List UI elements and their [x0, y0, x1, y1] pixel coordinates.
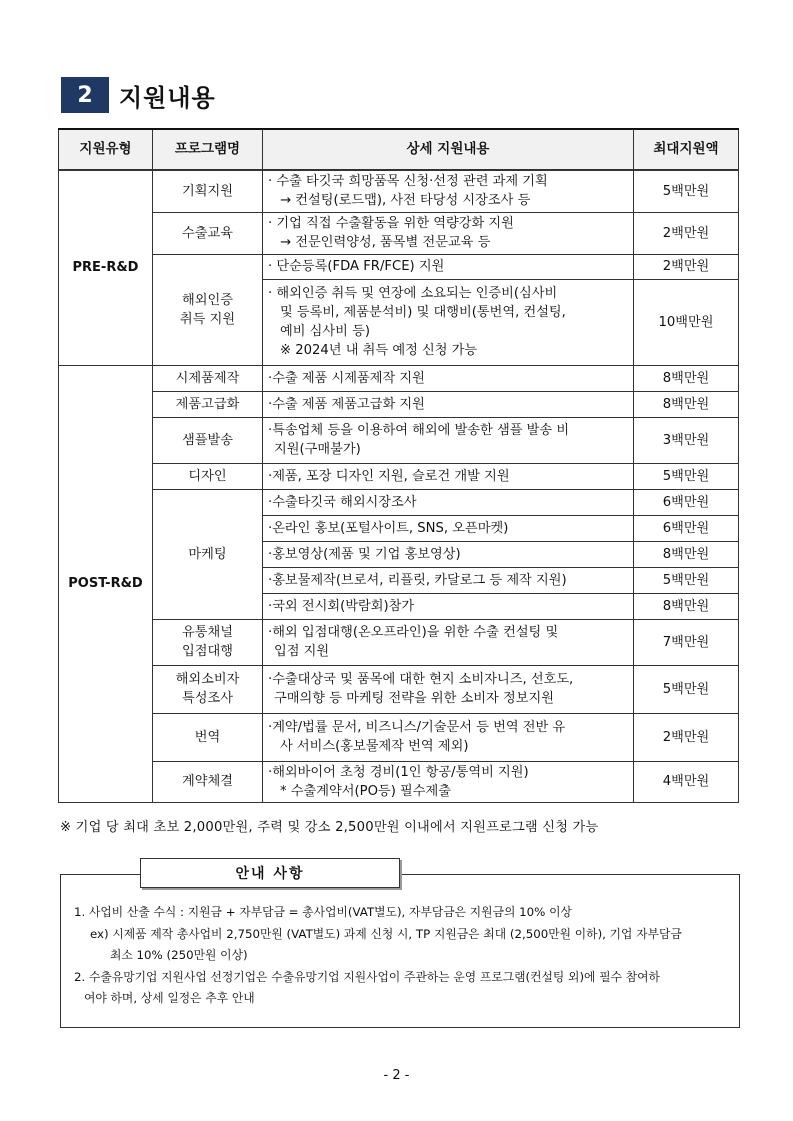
- notice-content: [74, 902, 734, 1010]
- support-table: [58, 128, 739, 803]
- section-number: 2: [61, 77, 109, 113]
- detail-cell: · 수출 타깃국 희망품목 신청·선정 관련 과제 기획 → 컨설팅(로드맵), 사전 타당성 시장조사 등: [263, 170, 634, 212]
- amount-cell: 3백만원: [634, 417, 739, 463]
- amount-cell: 8백만원: [634, 365, 739, 391]
- program-cell: 샘플발송: [153, 417, 263, 463]
- amount-cell: 5백만원: [634, 170, 739, 212]
- footnote: ※ 기업 당 최대 초보 2,000만원, 주력 및 강소 2,500만원 이내에서 지원프로그램 신청 가능: [60, 820, 599, 835]
- program-cell: 기획지원: [153, 170, 263, 212]
- program-cell: 마케팅: [153, 489, 263, 619]
- amount-cell: 6백만원: [634, 515, 739, 541]
- program-cell: 디자인: [153, 463, 263, 489]
- amount-cell: 8백만원: [634, 541, 739, 567]
- table-row: [59, 254, 739, 279]
- table-row: [59, 417, 739, 463]
- table-header-row: [59, 129, 739, 170]
- page-number: - 2 -: [383, 1068, 410, 1083]
- amount-cell: 10백만원: [634, 279, 739, 365]
- program-cell: 수출교육: [153, 212, 263, 254]
- notice-line: 1. 사업비 산출 수식 : 지원금 + 자부담금 = 총사업비(VAT별도), 자부담금은 지원금의 10% 이상: [74, 905, 572, 919]
- detail-cell: ·제품, 포장 디자인 지원, 슬로건 개발 지원: [263, 463, 634, 489]
- amount-cell: 5백만원: [634, 567, 739, 593]
- amount-cell: 6백만원: [634, 489, 739, 515]
- notice-line: 2. 수출유망기업 지원사업 선정기업은 수출유망기업 지원사업이 주관하는 운영 프로그램(컨설팅 외)에 필수 참여하: [74, 969, 660, 984]
- program-cell: 시제품제작: [153, 365, 263, 391]
- table-row: [59, 761, 739, 802]
- detail-cell: ·수출대상국 및 품목에 대한 현지 소비자니즈, 선호도, 구매의향 등 마케팅 전략을 위한 소비자 정보지원: [263, 665, 634, 713]
- detail-cell: ·수출 제품 시제품제작 지원: [263, 365, 634, 391]
- detail-cell: ·홍보물제작(브로셔, 리플릿, 카달로그 등 제작 지원): [263, 567, 634, 593]
- detail-cell: ·수출타깃국 해외시장조사: [263, 489, 634, 515]
- table-row: [59, 665, 739, 713]
- amount-cell: 5백만원: [634, 463, 739, 489]
- table-row: [59, 619, 739, 665]
- notice-line: 최소 10% (250만원 이상): [110, 948, 248, 962]
- section-heading: [61, 77, 216, 113]
- table-row: [59, 463, 739, 489]
- table-row: [59, 365, 739, 391]
- amount-cell: 2백만원: [634, 212, 739, 254]
- detail-cell: ·해외바이어 초청 경비(1인 항공/통역비 지원) * 수출계약서(PO등) 필수제출: [263, 761, 634, 802]
- detail-cell: · 기업 직접 수출활동을 위한 역량강화 지원 → 전문인력양성, 품목별 전문교육 등: [263, 212, 634, 254]
- detail-cell: ·수출 제품 제품고급화 지원: [263, 391, 634, 417]
- notice-line: ex) 시제품 제작 총사업비 2,750만원 (VAT별도) 과제 신청 시, TP 지원금은 최대 (2,500만원 이하), 기업 자부담금: [90, 926, 682, 941]
- detail-cell: ·해외 입점대행(온오프라인)을 위한 수출 컨설팅 및 입점 지원: [263, 619, 634, 665]
- header-amount: 최대지원액: [634, 129, 739, 170]
- amount-cell: 2백만원: [634, 254, 739, 279]
- notice-line: 여야 하며, 상세 일정은 추후 안내: [84, 991, 255, 1005]
- table-row: [59, 713, 739, 761]
- table-row: [59, 489, 739, 515]
- amount-cell: 8백만원: [634, 593, 739, 619]
- program-cell: 유통채널 입점대행: [153, 619, 263, 665]
- detail-cell: ·국외 전시회(박람회)참가: [263, 593, 634, 619]
- amount-cell: 5백만원: [634, 665, 739, 713]
- notice-title: 안내 사항: [140, 858, 400, 888]
- detail-cell: ·계약/법률 문서, 비즈니스/기술문서 등 번역 전반 유 사 서비스(홍보물제작 번역 제외): [263, 713, 634, 761]
- program-cell: 해외소비자 특성조사: [153, 665, 263, 713]
- detail-cell: ·특송업체 등을 이용하여 해외에 발송한 샘플 발송 비 지원(구매불가): [263, 417, 634, 463]
- program-cell: 해외인증 취득 지원: [153, 254, 263, 365]
- header-type: 지원유형: [59, 129, 153, 170]
- table-row: [59, 391, 739, 417]
- type-post-rd: POST-R&D: [59, 365, 153, 802]
- type-pre-rd: PRE-R&D: [59, 170, 153, 365]
- program-cell: 제품고급화: [153, 391, 263, 417]
- header-detail: 상세 지원내용: [263, 129, 634, 170]
- amount-cell: 8백만원: [634, 391, 739, 417]
- table-row: [59, 170, 739, 212]
- detail-cell: ·홍보영상(제품 및 기업 홍보영상): [263, 541, 634, 567]
- amount-cell: 2백만원: [634, 713, 739, 761]
- program-cell: 계약체결: [153, 761, 263, 802]
- table-row: [59, 212, 739, 254]
- detail-cell: · 해외인증 취득 및 연장에 소요되는 인증비(심사비 및 등록비, 제품분석비) 및 대행비(통번역, 컨설팅, 예비 심사비 등) ※ 2024년 내 취득 예정 신청 가능: [263, 279, 634, 365]
- amount-cell: 4백만원: [634, 761, 739, 802]
- section-title: 지원내용: [119, 83, 216, 112]
- amount-cell: 7백만원: [634, 619, 739, 665]
- header-program: 프로그램명: [153, 129, 263, 170]
- detail-cell: · 단순등록(FDA FR/FCE) 지원: [263, 254, 634, 279]
- program-cell: 번역: [153, 713, 263, 761]
- detail-cell: ·온라인 홍보(포털사이트, SNS, 오픈마켓): [263, 515, 634, 541]
